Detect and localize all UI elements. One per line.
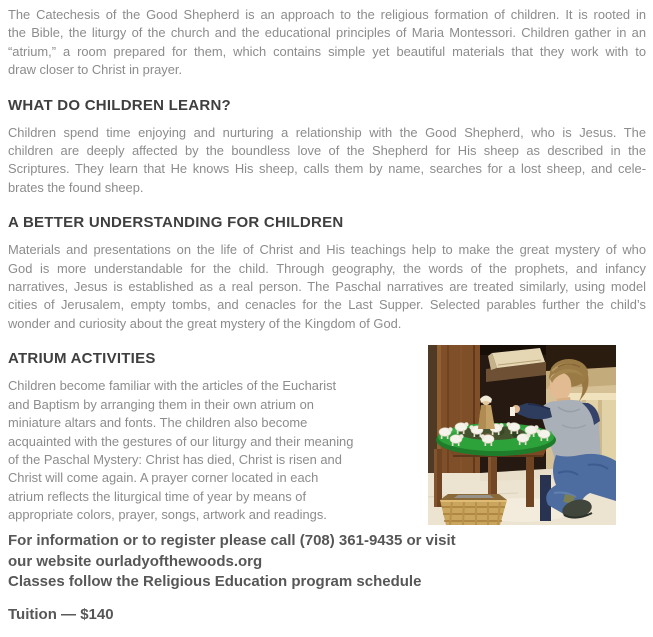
- atrium-photo-graphic: [428, 345, 616, 525]
- paragraph-line: appropriate colors, prayer, songs, artwork and readings.: [8, 507, 327, 523]
- section-heading-what-do-children-learn: WHAT DO CHILDREN LEARN?: [8, 96, 231, 114]
- paragraph-line: Children spend time enjoying and nurturing a relationship with the Good Shepherd, who is Jesus. The: [8, 124, 646, 140]
- atrium-activities-paragraph: [8, 377, 415, 524]
- paragraph-line: Children become familiar with the articles of the Eucharist: [8, 378, 337, 394]
- paragraph-line: the Bible, the liturgy of the church and the educational principles of Maria Montessori. Children gather in an: [8, 25, 646, 41]
- atrium-photo: [428, 345, 616, 525]
- paragraph-line: atrium reflects the liturgical time of year by means of: [8, 488, 307, 504]
- paragraph-line: God is more understandable for the child. Through geography, the words of the prophets, and infancy: [8, 260, 646, 276]
- paragraph-line: Christ will come again. A prayer corner located in each: [8, 470, 319, 486]
- intro-paragraph: [8, 6, 646, 80]
- paragraph-line: “atrium,” a room prepared for them, which contains simple yet beautiful materials that they work with to: [8, 43, 646, 59]
- section-heading-atrium-activities: ATRIUM ACTIVITIES: [8, 350, 156, 368]
- tuition-line: Tuition — $140: [8, 605, 114, 623]
- paragraph-line: miniature altars and fonts. The children also become: [8, 415, 308, 431]
- better-understanding-paragraph: [8, 241, 646, 333]
- paragraph-line: cities of Jerusalem, empty tombs, and cenacles for the Last Supper. Selected parables further the child’s: [8, 297, 646, 313]
- paragraph-line: narratives, Jesus is established as a real person. The Paschal narratives are treated similarly, using model: [8, 279, 646, 295]
- paragraph-line: brates the found sheep.: [8, 179, 144, 195]
- contact-line-schedule: Classes follow the Religious Education program schedule: [8, 573, 422, 591]
- paragraph-line: wonder and curiosity about the great mystery of the Kingdom of God.: [8, 315, 402, 331]
- paragraph-line: of the Paschal Mystery: Christ has died, Christ is risen and: [8, 451, 342, 467]
- paragraph-line: acquainted with the gestures of our liturgy and their meaning: [8, 433, 354, 449]
- section-heading-better-understanding: A BETTER UNDERSTANDING FOR CHILDREN: [8, 214, 344, 232]
- atrium-text-column: [8, 333, 415, 525]
- paragraph-line: Materials and presentations on the life of Christ and His teachings help to make the great mystery of who: [8, 242, 646, 258]
- atrium-section: [8, 333, 646, 525]
- contact-line-phone: For information or to register please call (708) 361-9435 or visit: [8, 532, 456, 550]
- paragraph-line: and Baptism by arranging them in their own atrium on: [8, 396, 314, 412]
- paragraph-line: The Catechesis of the Good Shepherd is an approach to the religious formation of children. It is rooted in: [8, 7, 646, 22]
- paragraph-line: children are deeply affected by the boundless love of the Shepherd for His sheep as described in the: [8, 143, 646, 159]
- what-do-children-learn-paragraph: [8, 124, 646, 198]
- paragraph-line: Scriptures. They learn that He knows His sheep, calls them by name, searches for a lost sheep, and cele-: [8, 161, 646, 177]
- contact-info: [8, 531, 646, 593]
- paragraph-line: draw closer to Christ in prayer.: [8, 62, 183, 78]
- contact-line-website: our website ourladyofthewoods.org: [8, 552, 263, 570]
- woven-basket: [440, 494, 507, 525]
